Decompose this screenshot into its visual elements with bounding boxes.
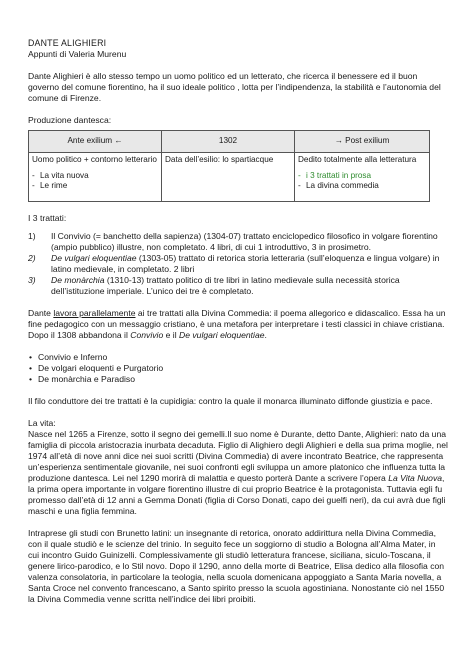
list-item [28, 231, 448, 253]
vita-paragraph-1 [28, 429, 448, 517]
italic-text: De vulgari eloquentiae [179, 330, 265, 340]
italic-text: Convivio [130, 330, 164, 340]
list-title: De monàrchia [51, 275, 105, 285]
document-title: DANTE ALIGHIERI [28, 38, 107, 48]
list-text: (1310-13) trattato politico di tre libri in latino medievale sulla necessità storica dell’istituzione imperiale. L’unico dei tre è completato. [51, 275, 400, 296]
cell-text: Dedito totalmente alla letteratura [298, 155, 417, 164]
text-span: e il [163, 330, 179, 340]
underlined-text: lavora parallelamente [53, 308, 136, 318]
vita-paragraph-2: Intraprese gli studi con Brunetto latini: un insegnante di retorica, onorato addirittura nella Divina Commedia, con il quale studiò e le scienze del trinio. In seguito fece un soggiorno di studio a Bologna all’Alma Mater, in cui incontro Guido Guinizelli. Complessivamente gli studiò letteratura francese, siciliana, siculo-Toscana, il genere lirico-parodico, e lo Stil novo. Dopo il 1290, anno della morte di Beatrice, Elisa dedico alla filosofia con valenza consolatoria, in particolare la teologia, nella scuola domenicana appoggiato a Santa Maria novella, a Santa Croce nel convento francescano, a Santo spirito presso la scuola agostiniana. Nonostante ciò nel 1550 la Divina Commedia venne scritta nell’indice dei libri proibiti. [28, 528, 445, 604]
list-text: (1303-05) trattato di retorica storia letteraria (sull’eloquenza e lingua volgare) in latino medievale, in completato. 2 libri [51, 253, 440, 274]
document-page [28, 38, 448, 605]
italic-text: La Vita Nuova [388, 473, 443, 483]
list-number: 1) [28, 231, 36, 241]
table-header-ante-exilium: Ante exilium ← [29, 131, 162, 153]
intro-paragraph: Dante Alighieri è allo stesso tempo un uomo politico ed un letterato, che ricerca il benessere ed il buon governo del comune fiorentino, ha il suo ideale politico , lotta per l’indipendenza, la stabilità e l’autonomia del comune di Firenze. [28, 71, 441, 103]
list-number: 3) [28, 275, 36, 285]
list-item: • De volgari eloquenti e Purgatorio [28, 363, 448, 374]
parallel-paragraph [28, 308, 448, 341]
cell-text: Data dell’esilio: lo spartiacque [165, 155, 274, 164]
text-span: , la prima opera importante in volgare fiorentino illustre di cui proprio Beatrice è la protagonista. Tuttavia egli fu promesso dall’età di 12 anni a Gemma Donati (figlia di Corso Donati, capo dei guelfi neri), da cui avrà due figli maschi e una figlia femmina. [28, 473, 446, 516]
text-span: . [264, 330, 267, 340]
table-header-post-exilium: → Post exilium [295, 131, 430, 153]
list-item: • De monàrchia e Paradiso [28, 374, 448, 385]
list-item: - La vita nuova [32, 171, 158, 182]
list-title: De vulgari eloquentiae [51, 253, 137, 263]
text-span: ai tre trattati alla Divina Commedia: il poema allegorico e didascalico. Essa ha un fine pedagogico con un messaggio cristiano, è una metafora per interpretare i testi classici in chiave cristiana. Dopo il 1308 abbandona il [28, 308, 446, 340]
list-number: 2) [28, 253, 36, 263]
bullet-list [28, 352, 448, 385]
table-cell-post-exilium [295, 153, 430, 202]
author-line: Appunti di Valeria Murenu [28, 49, 127, 59]
produzione-label: Produzione dantesca: [28, 115, 112, 125]
list-item [28, 253, 448, 275]
list-item: - La divina commedia [298, 181, 426, 192]
text-span: Dante [28, 308, 54, 318]
filo-paragraph: Il filo conduttore dei tre trattati è la cupidigia: contro la quale il monarca illuminato diffonde giustizia e pace. [28, 396, 433, 406]
text-span: Nasce nel 1265 a Firenze, sotto il segno dei gemelli.Il suo nome è Durante, detto Dante, Alighieri: nato da una famiglia di piccola aristocrazia inurbata decaduta. Figlio di Alighiero degli Alighieri e della sua prima moglie, nel 1974 all’età di nove anni dice nei suoi scritti (Divina Commedia) di avere incontrato Beatrice, che rappresenta un’esperienza sentimentale giovanile, nei suoi confronti egli sviluppa un amore platonico che influenza tutta la produzione dantesca. Lei nel 1290 morirà di malattia e questo porterà Dante a scrivere l’opera [28, 429, 448, 483]
list-item: - Le rime [32, 181, 158, 192]
table-header-1302: 1302 [162, 131, 295, 153]
list-item: - i 3 trattati in prosa [298, 171, 426, 182]
trattati-label: I 3 trattati: [28, 213, 67, 223]
list-item [28, 275, 448, 297]
table-cell-1302 [162, 153, 295, 202]
list-text: Il Convivio (= banchetto della sapienza) (1304-07) trattato enciclopedico filosofico in volgare fiorentino (ampio pubblico) illustre, non completato. 4 libri, di cui 1 introduttivo, 3 in prosimetro. [51, 231, 438, 252]
produzione-table [28, 130, 430, 202]
vita-label: La vita: [28, 418, 56, 428]
cell-text: Uomo politico + contorno letterario [32, 155, 157, 164]
table-cell-ante-exilium [29, 153, 162, 202]
trattati-list [28, 231, 448, 297]
list-item: • Convivio e Inferno [28, 352, 448, 363]
